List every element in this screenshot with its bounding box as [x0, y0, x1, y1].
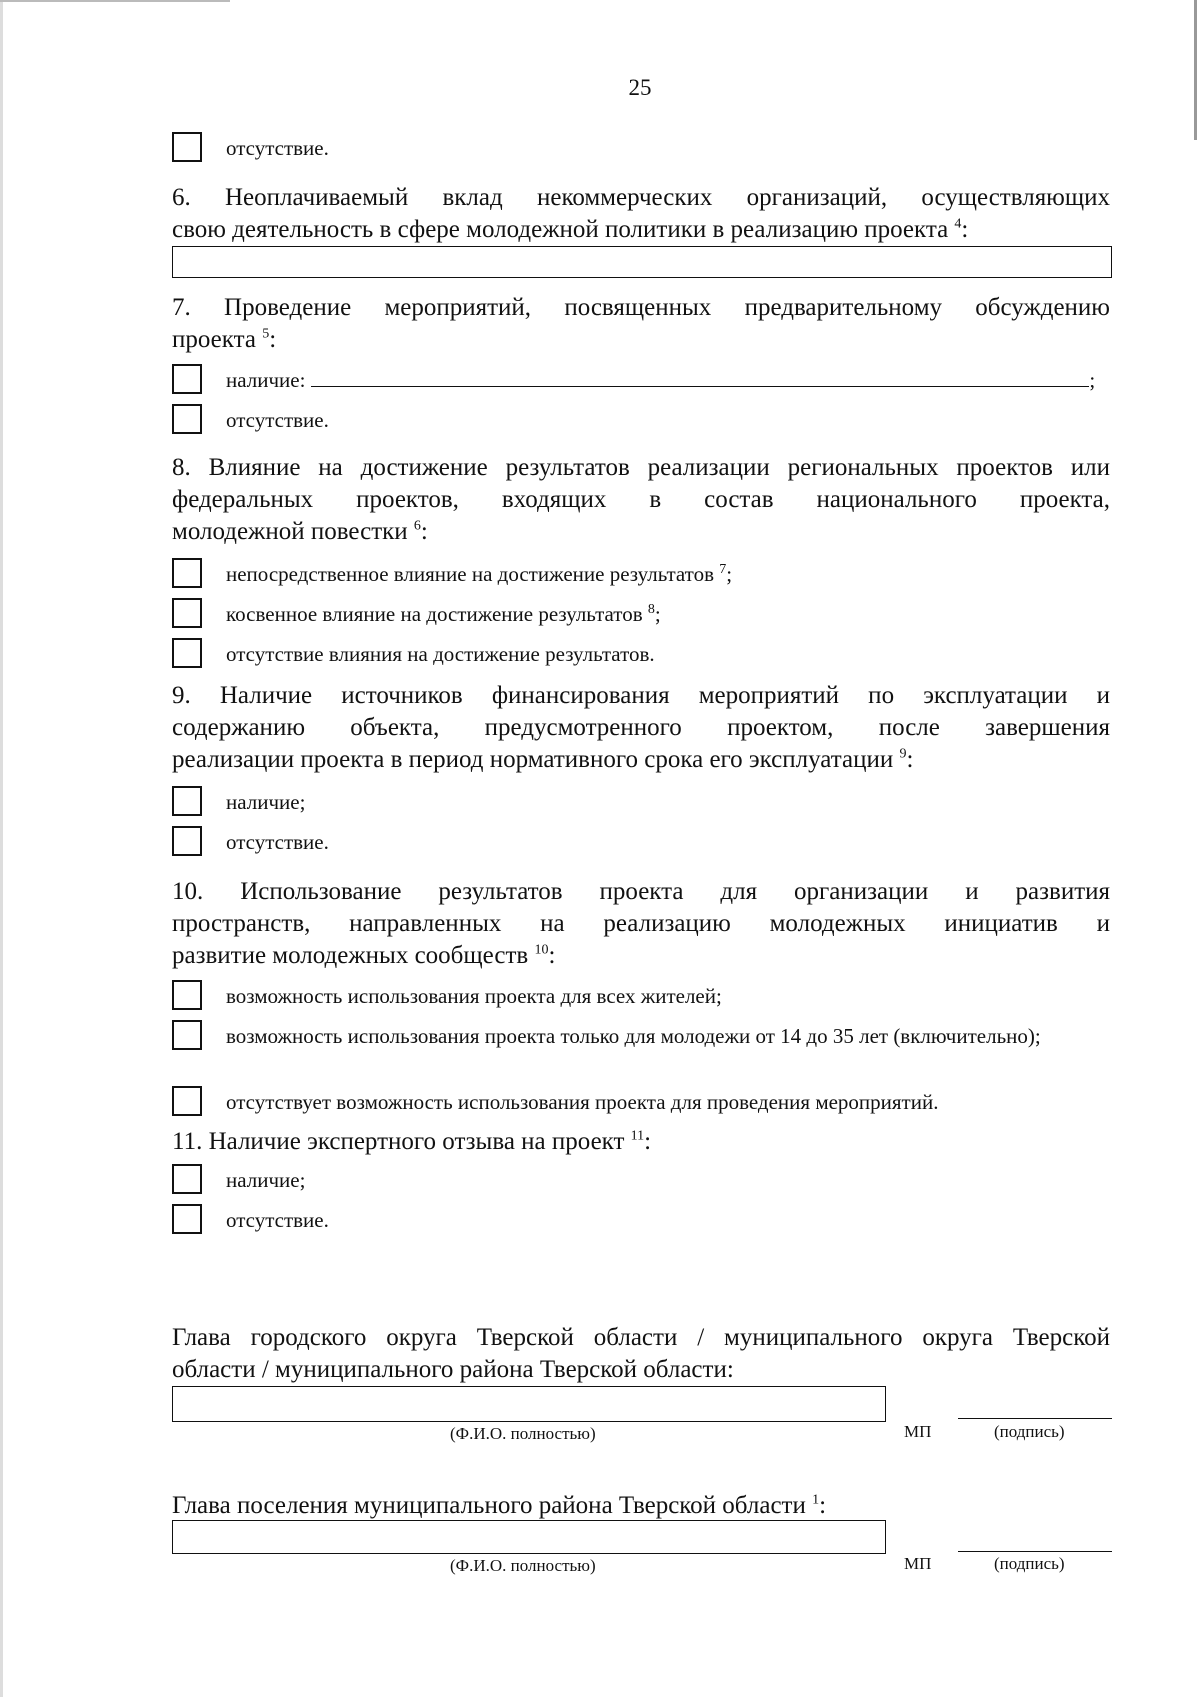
option-label: отсутствие.	[226, 1208, 329, 1232]
fio-input-field-1[interactable]	[172, 1386, 886, 1422]
section-7-line-2: проекта $^5$:	[172, 326, 277, 353]
section-9-line-1: 9. Наличие источников финансирования мероприятий по эксплуатации и	[172, 682, 1110, 709]
option-label: отсутствие.	[226, 830, 329, 854]
scan-edge-left	[0, 0, 3, 1697]
fio-input-field-2[interactable]	[172, 1520, 886, 1554]
checkbox[interactable]	[172, 404, 202, 434]
checkbox[interactable]	[172, 1086, 202, 1116]
checkbox[interactable]	[172, 980, 202, 1010]
section-9-line-3: реализации проекта в период нормативного срока его эксплуатации $^9$:	[172, 746, 914, 773]
option-label: отсутствует возможность использования проекта для проведения мероприятий.	[226, 1090, 939, 1114]
head-2-line-1: Глава поселения муниципального района Тверской области $^1$:	[172, 1492, 827, 1519]
section-6-line-2: свою деятельность в сфере молодежной политики в реализацию проекта $^4$:	[172, 216, 969, 243]
page-number: 25	[628, 75, 652, 100]
checkbox[interactable]	[172, 1020, 202, 1050]
checkbox[interactable]	[172, 598, 202, 628]
checkbox[interactable]	[172, 364, 202, 394]
checkbox[interactable]	[172, 558, 202, 588]
signature-line-2[interactable]	[958, 1551, 1112, 1552]
section-10-line-3: развитие молодежных сообществ $^{10}$:	[172, 942, 556, 969]
option-label: отсутствие.	[226, 136, 329, 160]
mp-label-1: МП	[904, 1422, 932, 1441]
scan-edge-right	[1194, 0, 1197, 140]
section-11-line-1: 11. Наличие экспертного отзыва на проект $^{11}$:	[172, 1128, 652, 1155]
option-label: отсутствие.	[226, 408, 329, 432]
option-label: косвенное влияние на достижение результатов $^8$;	[226, 602, 661, 626]
section-8-line-2: федеральных проектов, входящих в состав национального проекта,	[172, 486, 1110, 513]
checkbox[interactable]	[172, 132, 202, 162]
section-8-line-1: 8. Влияние на достижение результатов реализации региональных проектов или	[172, 454, 1110, 481]
fill-in-line[interactable]	[311, 368, 1089, 387]
signature-caption-1: (подпись)	[994, 1422, 1065, 1441]
signature-line-1[interactable]	[958, 1418, 1112, 1419]
checkbox[interactable]	[172, 826, 202, 856]
option-label: наличие;	[226, 1168, 306, 1192]
checkbox[interactable]	[172, 638, 202, 668]
fio-caption-2: (Ф.И.О. полностью)	[450, 1556, 596, 1575]
option-label: наличие: ;	[226, 368, 1096, 392]
section-8-line-3: молодежной повестки $^6$:	[172, 518, 428, 545]
option-label: отсутствие влияния на достижение результатов.	[226, 642, 655, 666]
signature-caption-2: (подпись)	[994, 1554, 1065, 1573]
head-1-line-2: области / муниципального района Тверской области:	[172, 1356, 734, 1383]
checkbox[interactable]	[172, 1204, 202, 1234]
checkbox[interactable]	[172, 1164, 202, 1194]
fio-caption-1: (Ф.И.О. полностью)	[450, 1424, 596, 1443]
section-7-line-1: 7. Проведение мероприятий, посвященных предварительному обсуждению	[172, 294, 1110, 321]
option-label: непосредственное влияние на достижение результатов $^7$;	[226, 562, 733, 586]
scan-edge-top	[0, 0, 230, 2]
section-10-line-2: пространств, направленных на реализацию молодежных инициатив и	[172, 910, 1110, 937]
section-6-input-field[interactable]	[172, 246, 1112, 278]
checkbox[interactable]	[172, 786, 202, 816]
option-label: возможность использования проекта для всех жителей;	[226, 984, 722, 1008]
mp-label-2: МП	[904, 1554, 932, 1573]
section-6-line-1: 6. Неоплачиваемый вклад некоммерческих организаций, осуществляющих	[172, 184, 1110, 211]
section-9-line-2: содержанию объекта, предусмотренного проектом, после завершения	[172, 714, 1110, 741]
head-1-line-1: Глава городского округа Тверской области / муниципального округа Тверской	[172, 1324, 1110, 1351]
option-label: наличие;	[226, 790, 306, 814]
option-label: возможность использования проекта только для молодежи от 14 до 35 лет (включительно);	[226, 1024, 1041, 1048]
section-10-line-1: 10. Использование результатов проекта для организации и развития	[172, 878, 1110, 905]
